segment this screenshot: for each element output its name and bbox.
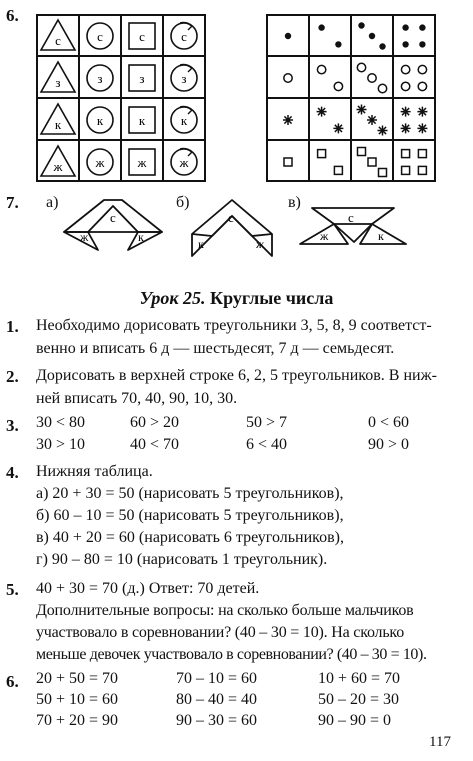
- item-6-r1-c2: 70 – 10 = 60: [176, 670, 258, 687]
- grid-arrow-head: [187, 107, 192, 114]
- figure-b-letter-top: с: [228, 210, 234, 225]
- item-6-r1-c3: 10 + 60 = 70: [318, 670, 401, 687]
- figure-c-letter-top: с: [348, 210, 354, 225]
- grid-mark-circle: [317, 65, 325, 73]
- grid-letter: к: [54, 117, 62, 132]
- figure-b-label: б): [176, 194, 190, 211]
- item-2-number: 2.: [6, 367, 19, 386]
- item-1-line-1: Необходимо дорисовать треугольники 3, 5, 8, 9 соответст-: [36, 317, 432, 334]
- item-6-r2-c1: 50 + 10 = 60: [36, 691, 119, 708]
- lesson-title: [0, 288, 473, 309]
- page-number: 117: [429, 734, 451, 750]
- grid-arrow-head: [187, 23, 192, 30]
- item-4-line-5: г) 90 – 80 = 10 (нарисовать 1 треугольник).: [36, 551, 328, 568]
- grid-mark-circle: [401, 65, 409, 73]
- letter-shape-grid: [36, 14, 206, 182]
- grid-mark-dot: [419, 41, 425, 47]
- grid-mark-asterisk: [401, 123, 411, 133]
- grid-letter: к: [180, 113, 188, 128]
- grid-mark-dot: [358, 22, 364, 28]
- item-1-number: 1.: [6, 317, 19, 336]
- item-6-number: 6.: [6, 672, 19, 691]
- grid-letter: з: [181, 71, 187, 86]
- item-3-r1-c2: 60 > 20: [130, 414, 180, 431]
- item-3-r1-c4: 0 < 60: [368, 414, 410, 431]
- grid-letter: з: [55, 75, 61, 90]
- grid-letter: ж: [137, 155, 147, 170]
- grid-mark-circle: [284, 74, 292, 82]
- grid-letter: ж: [95, 155, 105, 170]
- figure-a-letter-top: с: [110, 210, 116, 225]
- grid-letter: с: [181, 29, 187, 44]
- figure-c-letter-right: к: [378, 229, 384, 243]
- item-4-line-3: б) 60 – 10 = 50 (нарисовать 5 треугольников),: [36, 507, 344, 524]
- grid-mark-square: [402, 166, 410, 174]
- item-4-line-4: в) 40 + 20 = 60 (нарисовать 6 треугольников),: [36, 529, 344, 546]
- item-1-line-2: венно и вписать 6 д — шестьдесят, 7 д — семьдесят.: [36, 340, 395, 357]
- grid-mark-dot: [402, 24, 408, 30]
- exercise-7-number: 7.: [6, 193, 19, 212]
- grid-arrow-head: [187, 65, 192, 72]
- grid-mark-asterisk: [401, 107, 411, 117]
- grid-mark-square: [334, 166, 342, 174]
- grid-mark-asterisk: [333, 123, 343, 133]
- grid-mark-circle: [418, 82, 426, 90]
- grid-mark-asterisk: [367, 115, 377, 125]
- grid-mark-circle: [378, 84, 386, 92]
- lesson-title-text: Круглые числа: [205, 288, 334, 308]
- grid-mark-circle: [401, 82, 409, 90]
- marks-grid: [266, 14, 436, 182]
- grid-mark-dot: [379, 43, 385, 49]
- item-3-r2-c2: 40 < 70: [130, 436, 180, 453]
- item-2-line-2: ней вписать 70, 40, 90, 10, 30.: [36, 390, 238, 407]
- grid-mark-square: [402, 150, 410, 158]
- item-6-r1-c1: 20 + 50 = 70: [36, 670, 119, 687]
- grid-letter: з: [97, 71, 103, 86]
- item-3-r1-c3: 50 > 7: [246, 414, 288, 431]
- item-5-number: 5.: [6, 580, 19, 599]
- figure-a-letter-left: ж: [80, 230, 89, 244]
- grid-letter: з: [139, 71, 145, 86]
- grid-mark-asterisk: [357, 105, 367, 115]
- grid-letter: с: [139, 29, 145, 44]
- grid-mark-square: [358, 148, 366, 156]
- grid-mark-asterisk: [317, 107, 327, 117]
- grid-mark-circle: [357, 63, 365, 71]
- grid-mark-square: [418, 150, 426, 158]
- grid-mark-square: [418, 166, 426, 174]
- grid-mark-dot: [419, 24, 425, 30]
- grid-mark-circle: [368, 74, 376, 82]
- item-6-r3-c2: 90 – 30 = 60: [176, 712, 258, 729]
- item-5-line-3: участвовало в соревновании? (40 – 30 = 10). На сколько: [36, 624, 404, 641]
- grid-mark-dot: [285, 33, 291, 39]
- grid-mark-asterisk: [378, 126, 388, 136]
- grid-letter: с: [55, 33, 61, 48]
- figure-a-letter-right: к: [138, 230, 144, 244]
- item-5-line-4: меньше девочек участвовало в соревновании? (40 – 30 = 10).: [36, 646, 427, 663]
- item-5-line-2: Дополнительные вопросы: на сколько больше мальчиков: [36, 602, 414, 619]
- grid-mark-dot: [335, 41, 341, 47]
- lesson-title-italic: Урок 25.: [139, 288, 206, 308]
- figure-c-label: в): [288, 194, 301, 211]
- grid-mark-square: [379, 169, 387, 177]
- figure-b-letter-left: к: [198, 237, 204, 251]
- figure-b: [188, 196, 278, 260]
- grid-letter: ж: [179, 155, 189, 170]
- grid-mark-square: [368, 158, 376, 166]
- grid-letter: с: [97, 29, 103, 44]
- item-6-r3-c3: 90 – 90 = 0: [318, 712, 392, 729]
- figure-a-label: а): [46, 194, 59, 211]
- exercise-6-number: 6.: [6, 6, 19, 25]
- grid-letter: к: [138, 113, 146, 128]
- grid-mark-circle: [418, 65, 426, 73]
- item-4-number: 4.: [6, 463, 19, 482]
- item-3-r2-c3: 6 < 40: [246, 436, 288, 453]
- grid-mark-dot: [369, 33, 375, 39]
- item-3-number: 3.: [6, 416, 19, 435]
- grid-mark-square: [284, 158, 292, 166]
- item-4-line-1: Нижняя таблица.: [36, 463, 153, 480]
- grid-letter: к: [96, 113, 104, 128]
- item-3-r2-c4: 90 > 0: [368, 436, 410, 453]
- figure-b-letter-right: ж: [256, 237, 265, 251]
- grid-mark-asterisk: [417, 107, 427, 117]
- item-3-r2-c1: 30 > 10: [36, 436, 86, 453]
- grid-mark-dot: [402, 41, 408, 47]
- item-4-line-2: а) 20 + 30 = 50 (нарисовать 5 треугольников),: [36, 485, 344, 502]
- item-5-line-1: 40 + 30 = 70 (д.) Ответ: 70 детей.: [36, 580, 260, 597]
- item-3-r1-c1: 30 < 80: [36, 414, 86, 431]
- item-2-line-1: Дорисовать в верхней строке 6, 2, 5 треугольников. В ниж-: [36, 367, 437, 384]
- grid-mark-asterisk: [417, 123, 427, 133]
- grid-letter: ж: [53, 159, 63, 174]
- item-6-r2-c2: 80 – 40 = 40: [176, 691, 258, 708]
- item-6-r3-c1: 70 + 20 = 90: [36, 712, 119, 729]
- grid-mark-circle: [334, 82, 342, 90]
- grid-mark-asterisk: [283, 115, 293, 125]
- figure-c-letter-left: ж: [320, 229, 329, 243]
- figure-a: [58, 196, 168, 254]
- grid-mark-dot: [318, 24, 324, 30]
- item-6-r2-c3: 50 – 20 = 30: [318, 691, 400, 708]
- grid-mark-square: [318, 150, 326, 158]
- figure-c: [298, 204, 410, 248]
